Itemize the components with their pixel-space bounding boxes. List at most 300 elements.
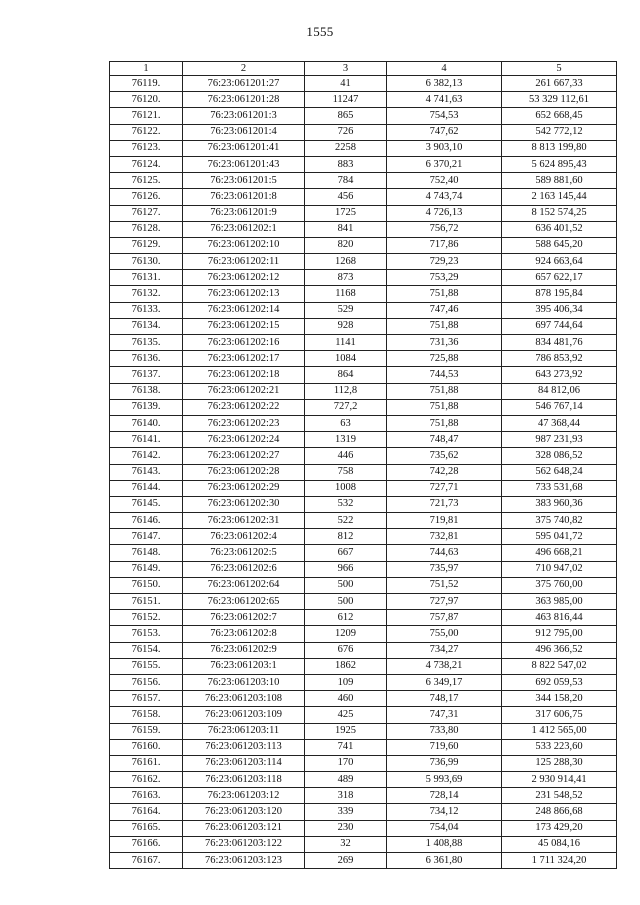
specific-value-cell: 751,88: [387, 286, 502, 302]
table-row: [110, 755, 617, 771]
specific-value-cell: 6 361,80: [387, 853, 502, 869]
row-number-cell: 76142.: [110, 448, 183, 464]
area-cell: 269: [305, 853, 387, 869]
cadastral-value-cell: 912 795,00: [502, 626, 617, 642]
cadastral-value-cell: 786 853,92: [502, 351, 617, 367]
area-cell: 425: [305, 707, 387, 723]
table-row: [110, 513, 617, 529]
page-number: 1555: [306, 24, 334, 39]
row-number-cell: 76125.: [110, 173, 183, 189]
cadastral-number-cell: 76:23:061202:17: [183, 351, 305, 367]
cadastral-value-table: [109, 61, 617, 869]
row-number-cell: 76166.: [110, 836, 183, 852]
specific-value-cell: 6 370,21: [387, 156, 502, 172]
cadastral-value-cell: 45 084,16: [502, 836, 617, 852]
row-number-cell: 76163.: [110, 788, 183, 804]
row-number-cell: 76124.: [110, 156, 183, 172]
cadastral-number-cell: 76:23:061202:16: [183, 335, 305, 351]
cadastral-value-cell: 125 288,30: [502, 755, 617, 771]
area-cell: 11247: [305, 92, 387, 108]
table-row: [110, 691, 617, 707]
cadastral-number-cell: 76:23:061203:1: [183, 658, 305, 674]
cadastral-number-cell: 76:23:061203:12: [183, 788, 305, 804]
table-row: [110, 496, 617, 512]
cadastral-value-cell: 589 881,60: [502, 173, 617, 189]
area-cell: 529: [305, 302, 387, 318]
specific-value-cell: 756,72: [387, 221, 502, 237]
specific-value-cell: 751,88: [387, 415, 502, 431]
specific-value-cell: 3 903,10: [387, 140, 502, 156]
area-cell: 1141: [305, 335, 387, 351]
row-number-cell: 76160.: [110, 739, 183, 755]
cadastral-number-cell: 76:23:061202:21: [183, 383, 305, 399]
specific-value-cell: 748,17: [387, 691, 502, 707]
table-row: [110, 108, 617, 124]
specific-value-cell: 5 993,69: [387, 772, 502, 788]
cadastral-number-cell: 76:23:061202:8: [183, 626, 305, 642]
row-number-cell: 76128.: [110, 221, 183, 237]
cadastral-value-cell: 375 740,82: [502, 513, 617, 529]
table-row: [110, 739, 617, 755]
cadastral-number-cell: 76:23:061203:11: [183, 723, 305, 739]
table-row: [110, 76, 617, 92]
table-row: [110, 432, 617, 448]
cadastral-value-cell: 697 744,64: [502, 318, 617, 334]
cadastral-value-cell: 878 195,84: [502, 286, 617, 302]
specific-value-cell: 744,53: [387, 367, 502, 383]
specific-value-cell: 4 743,74: [387, 189, 502, 205]
row-number-cell: 76132.: [110, 286, 183, 302]
table-row: [110, 464, 617, 480]
cadastral-number-cell: 76:23:061202:64: [183, 577, 305, 593]
table-row: [110, 399, 617, 415]
cadastral-value-cell: 5 624 895,43: [502, 156, 617, 172]
area-cell: 928: [305, 318, 387, 334]
specific-value-cell: 755,00: [387, 626, 502, 642]
specific-value-cell: 757,87: [387, 610, 502, 626]
cadastral-number-cell: 76:23:061203:113: [183, 739, 305, 755]
row-number-cell: 76140.: [110, 415, 183, 431]
area-cell: 32: [305, 836, 387, 852]
area-cell: 1319: [305, 432, 387, 448]
cadastral-value-cell: 383 960,36: [502, 496, 617, 512]
row-number-cell: 76147.: [110, 529, 183, 545]
table-row: [110, 642, 617, 658]
specific-value-cell: 4 726,13: [387, 205, 502, 221]
table-row: [110, 626, 617, 642]
specific-value-cell: 729,23: [387, 254, 502, 270]
row-number-cell: 76152.: [110, 610, 183, 626]
specific-value-cell: 752,40: [387, 173, 502, 189]
cadastral-number-cell: 76:23:061203:123: [183, 853, 305, 869]
table-row: [110, 674, 617, 690]
area-cell: 726: [305, 124, 387, 140]
specific-value-cell: 754,53: [387, 108, 502, 124]
table-row: [110, 707, 617, 723]
cadastral-number-cell: 76:23:061201:9: [183, 205, 305, 221]
table-row: [110, 415, 617, 431]
area-cell: 841: [305, 221, 387, 237]
cadastral-number-cell: 76:23:061202:5: [183, 545, 305, 561]
row-number-cell: 76137.: [110, 367, 183, 383]
cadastral-value-cell: 595 041,72: [502, 529, 617, 545]
cadastral-number-cell: 76:23:061202:27: [183, 448, 305, 464]
specific-value-cell: 6 382,13: [387, 76, 502, 92]
specific-value-cell: 731,36: [387, 335, 502, 351]
area-cell: 522: [305, 513, 387, 529]
cadastral-number-cell: 76:23:061203:120: [183, 804, 305, 820]
area-cell: 1268: [305, 254, 387, 270]
table-row: [110, 140, 617, 156]
row-number-cell: 76141.: [110, 432, 183, 448]
cadastral-number-cell: 76:23:061202:9: [183, 642, 305, 658]
area-cell: 489: [305, 772, 387, 788]
table-row: [110, 723, 617, 739]
cadastral-number-cell: 76:23:061202:22: [183, 399, 305, 415]
row-number-cell: 76153.: [110, 626, 183, 642]
specific-value-cell: 742,28: [387, 464, 502, 480]
area-cell: 820: [305, 237, 387, 253]
cadastral-value-cell: 692 059,53: [502, 674, 617, 690]
table-row: [110, 772, 617, 788]
row-number-cell: 76133.: [110, 302, 183, 318]
area-cell: 1862: [305, 658, 387, 674]
cadastral-value-cell: 924 663,64: [502, 254, 617, 270]
area-cell: 758: [305, 464, 387, 480]
cadastral-number-cell: 76:23:061202:23: [183, 415, 305, 431]
specific-value-cell: 719,81: [387, 513, 502, 529]
area-cell: 532: [305, 496, 387, 512]
table-row: [110, 92, 617, 108]
specific-value-cell: 4 741,63: [387, 92, 502, 108]
row-number-cell: 76126.: [110, 189, 183, 205]
area-cell: 1008: [305, 480, 387, 496]
cadastral-value-cell: 542 772,12: [502, 124, 617, 140]
area-cell: 339: [305, 804, 387, 820]
specific-value-cell: 735,97: [387, 561, 502, 577]
area-cell: 1168: [305, 286, 387, 302]
specific-value-cell: 6 349,17: [387, 674, 502, 690]
cadastral-number-cell: 76:23:061202:28: [183, 464, 305, 480]
cadastral-value-cell: 562 648,24: [502, 464, 617, 480]
cadastral-value-cell: 546 767,14: [502, 399, 617, 415]
cadastral-number-cell: 76:23:061202:18: [183, 367, 305, 383]
table-row: [110, 529, 617, 545]
row-number-cell: 76150.: [110, 577, 183, 593]
specific-value-cell: 747,62: [387, 124, 502, 140]
row-number-cell: 76138.: [110, 383, 183, 399]
area-cell: 1925: [305, 723, 387, 739]
row-number-cell: 76164.: [110, 804, 183, 820]
area-cell: 865: [305, 108, 387, 124]
specific-value-cell: 751,88: [387, 383, 502, 399]
specific-value-cell: 753,29: [387, 270, 502, 286]
row-number-cell: 76156.: [110, 674, 183, 690]
cadastral-value-cell: 588 645,20: [502, 237, 617, 253]
area-cell: 727,2: [305, 399, 387, 415]
cadastral-value-cell: 636 401,52: [502, 221, 617, 237]
area-cell: 112,8: [305, 383, 387, 399]
table-row: [110, 480, 617, 496]
cadastral-value-cell: 375 760,00: [502, 577, 617, 593]
area-cell: 446: [305, 448, 387, 464]
table-row: [110, 237, 617, 253]
table-row: [110, 658, 617, 674]
specific-value-cell: 727,71: [387, 480, 502, 496]
column-header-3: 3: [305, 62, 387, 76]
specific-value-cell: 754,04: [387, 820, 502, 836]
column-header-4: 4: [387, 62, 502, 76]
cadastral-value-cell: 53 329 112,61: [502, 92, 617, 108]
cadastral-value-cell: 496 366,52: [502, 642, 617, 658]
cadastral-value-cell: 2 930 914,41: [502, 772, 617, 788]
table-row: [110, 221, 617, 237]
cadastral-value-cell: 834 481,76: [502, 335, 617, 351]
table-row: [110, 788, 617, 804]
specific-value-cell: 747,31: [387, 707, 502, 723]
area-cell: 500: [305, 594, 387, 610]
specific-value-cell: 751,88: [387, 318, 502, 334]
cadastral-value-cell: 84 812,06: [502, 383, 617, 399]
table-row: [110, 156, 617, 172]
table-row: [110, 124, 617, 140]
cadastral-value-cell: 710 947,02: [502, 561, 617, 577]
cadastral-number-cell: 76:23:061202:65: [183, 594, 305, 610]
row-number-cell: 76167.: [110, 853, 183, 869]
row-number-cell: 76136.: [110, 351, 183, 367]
specific-value-cell: 721,73: [387, 496, 502, 512]
cadastral-number-cell: 76:23:061202:4: [183, 529, 305, 545]
area-cell: 500: [305, 577, 387, 593]
table-row: [110, 205, 617, 221]
cadastral-number-cell: 76:23:061201:41: [183, 140, 305, 156]
table-row: [110, 335, 617, 351]
cadastral-value-cell: 496 668,21: [502, 545, 617, 561]
cadastral-value-cell: 328 086,52: [502, 448, 617, 464]
area-cell: 1725: [305, 205, 387, 221]
row-number-cell: 76139.: [110, 399, 183, 415]
cadastral-value-cell: 643 273,92: [502, 367, 617, 383]
cadastral-number-cell: 76:23:061202:31: [183, 513, 305, 529]
table-body: [110, 76, 617, 869]
table-row: [110, 448, 617, 464]
area-cell: 966: [305, 561, 387, 577]
cadastral-value-cell: 533 223,60: [502, 739, 617, 755]
row-number-cell: 76134.: [110, 318, 183, 334]
table-row: [110, 286, 617, 302]
area-cell: 318: [305, 788, 387, 804]
table-row: [110, 367, 617, 383]
area-cell: 873: [305, 270, 387, 286]
cadastral-value-cell: 1 711 324,20: [502, 853, 617, 869]
cadastral-number-cell: 76:23:061203:109: [183, 707, 305, 723]
table-row: [110, 820, 617, 836]
cadastral-number-cell: 76:23:061201:28: [183, 92, 305, 108]
cadastral-number-cell: 76:23:061202:7: [183, 610, 305, 626]
cadastral-number-cell: 76:23:061203:121: [183, 820, 305, 836]
area-cell: 1209: [305, 626, 387, 642]
specific-value-cell: 732,81: [387, 529, 502, 545]
table-row: [110, 610, 617, 626]
cadastral-number-cell: 76:23:061202:15: [183, 318, 305, 334]
row-number-cell: 76127.: [110, 205, 183, 221]
cadastral-number-cell: 76:23:061202:12: [183, 270, 305, 286]
table-row: [110, 254, 617, 270]
cadastral-number-cell: 76:23:061203:10: [183, 674, 305, 690]
cadastral-number-cell: 76:23:061202:29: [183, 480, 305, 496]
cadastral-value-cell: 652 668,45: [502, 108, 617, 124]
specific-value-cell: 744,63: [387, 545, 502, 561]
cadastral-number-cell: 76:23:061202:30: [183, 496, 305, 512]
area-cell: 864: [305, 367, 387, 383]
row-number-cell: 76123.: [110, 140, 183, 156]
table-row: [110, 383, 617, 399]
row-number-cell: 76154.: [110, 642, 183, 658]
row-number-cell: 76144.: [110, 480, 183, 496]
row-number-cell: 76162.: [110, 772, 183, 788]
specific-value-cell: 734,12: [387, 804, 502, 820]
cadastral-number-cell: 76:23:061201:3: [183, 108, 305, 124]
cadastral-value-cell: 173 429,20: [502, 820, 617, 836]
cadastral-number-cell: 76:23:061203:122: [183, 836, 305, 852]
specific-value-cell: 719,60: [387, 739, 502, 755]
cadastral-number-cell: 76:23:061203:118: [183, 772, 305, 788]
table-row: [110, 853, 617, 869]
cadastral-number-cell: 76:23:061202:1: [183, 221, 305, 237]
table-row: [110, 318, 617, 334]
column-header-2: 2: [183, 62, 305, 76]
cadastral-number-cell: 76:23:061201:4: [183, 124, 305, 140]
table-row: [110, 577, 617, 593]
row-number-cell: 76121.: [110, 108, 183, 124]
cadastral-number-cell: 76:23:061202:14: [183, 302, 305, 318]
row-number-cell: 76148.: [110, 545, 183, 561]
table-row: [110, 189, 617, 205]
specific-value-cell: 733,80: [387, 723, 502, 739]
cadastral-value-cell: 317 606,75: [502, 707, 617, 723]
area-cell: 676: [305, 642, 387, 658]
row-number-cell: 76151.: [110, 594, 183, 610]
row-number-cell: 76122.: [110, 124, 183, 140]
cadastral-number-cell: 76:23:061201:5: [183, 173, 305, 189]
row-number-cell: 76119.: [110, 76, 183, 92]
cadastral-value-cell: 261 667,33: [502, 76, 617, 92]
cadastral-number-cell: 76:23:061202:11: [183, 254, 305, 270]
area-cell: 741: [305, 739, 387, 755]
table-row: [110, 836, 617, 852]
cadastral-value-cell: 463 816,44: [502, 610, 617, 626]
area-cell: 612: [305, 610, 387, 626]
cadastral-value-cell: 231 548,52: [502, 788, 617, 804]
cadastral-value-cell: 248 866,68: [502, 804, 617, 820]
area-cell: 667: [305, 545, 387, 561]
specific-value-cell: 747,46: [387, 302, 502, 318]
cadastral-number-cell: 76:23:061202:13: [183, 286, 305, 302]
area-cell: 63: [305, 415, 387, 431]
specific-value-cell: 725,88: [387, 351, 502, 367]
area-cell: 812: [305, 529, 387, 545]
specific-value-cell: 736,99: [387, 755, 502, 771]
cadastral-value-cell: 657 622,17: [502, 270, 617, 286]
area-cell: 1084: [305, 351, 387, 367]
area-cell: 460: [305, 691, 387, 707]
row-number-cell: 76158.: [110, 707, 183, 723]
cadastral-value-cell: 344 158,20: [502, 691, 617, 707]
row-number-cell: 76146.: [110, 513, 183, 529]
cadastral-value-cell: 8 822 547,02: [502, 658, 617, 674]
row-number-cell: 76149.: [110, 561, 183, 577]
cadastral-number-cell: 76:23:061201:27: [183, 76, 305, 92]
table-row: [110, 270, 617, 286]
row-number-cell: 76143.: [110, 464, 183, 480]
specific-value-cell: 734,27: [387, 642, 502, 658]
row-number-cell: 76165.: [110, 820, 183, 836]
table-row: [110, 351, 617, 367]
row-number-cell: 76161.: [110, 755, 183, 771]
cadastral-number-cell: 76:23:061202:24: [183, 432, 305, 448]
cadastral-value-cell: 8 152 574,25: [502, 205, 617, 221]
row-number-cell: 76157.: [110, 691, 183, 707]
specific-value-cell: 751,88: [387, 399, 502, 415]
specific-value-cell: 751,52: [387, 577, 502, 593]
cadastral-number-cell: 76:23:061203:114: [183, 755, 305, 771]
row-number-cell: 76131.: [110, 270, 183, 286]
row-number-cell: 76159.: [110, 723, 183, 739]
cadastral-number-cell: 76:23:061202:10: [183, 237, 305, 253]
cadastral-value-cell: 8 813 199,80: [502, 140, 617, 156]
specific-value-cell: 727,97: [387, 594, 502, 610]
area-cell: 230: [305, 820, 387, 836]
table-row: [110, 804, 617, 820]
cadastral-value-cell: 733 531,68: [502, 480, 617, 496]
cadastral-value-cell: 2 163 145,44: [502, 189, 617, 205]
cadastral-value-cell: 987 231,93: [502, 432, 617, 448]
specific-value-cell: 717,86: [387, 237, 502, 253]
table-row: [110, 545, 617, 561]
table-row: [110, 302, 617, 318]
specific-value-cell: 4 738,21: [387, 658, 502, 674]
table-header-row: [110, 62, 617, 76]
table-row: [110, 561, 617, 577]
area-cell: 2258: [305, 140, 387, 156]
cadastral-value-cell: 47 368,44: [502, 415, 617, 431]
cadastral-number-cell: 76:23:061201:8: [183, 189, 305, 205]
specific-value-cell: 748,47: [387, 432, 502, 448]
area-cell: 784: [305, 173, 387, 189]
specific-value-cell: 728,14: [387, 788, 502, 804]
cadastral-number-cell: 76:23:061202:6: [183, 561, 305, 577]
cadastral-value-cell: 363 985,00: [502, 594, 617, 610]
cadastral-number-cell: 76:23:061201:43: [183, 156, 305, 172]
cadastral-value-cell: 1 412 565,00: [502, 723, 617, 739]
area-cell: 170: [305, 755, 387, 771]
area-cell: 41: [305, 76, 387, 92]
row-number-cell: 76135.: [110, 335, 183, 351]
table-row: [110, 173, 617, 189]
column-header-1: 1: [110, 62, 183, 76]
column-header-5: 5: [502, 62, 617, 76]
area-cell: 883: [305, 156, 387, 172]
row-number-cell: 76145.: [110, 496, 183, 512]
specific-value-cell: 735,62: [387, 448, 502, 464]
cadastral-value-cell: 395 406,34: [502, 302, 617, 318]
area-cell: 456: [305, 189, 387, 205]
cadastral-number-cell: 76:23:061203:108: [183, 691, 305, 707]
row-number-cell: 76120.: [110, 92, 183, 108]
area-cell: 109: [305, 674, 387, 690]
table-row: [110, 594, 617, 610]
row-number-cell: 76130.: [110, 254, 183, 270]
